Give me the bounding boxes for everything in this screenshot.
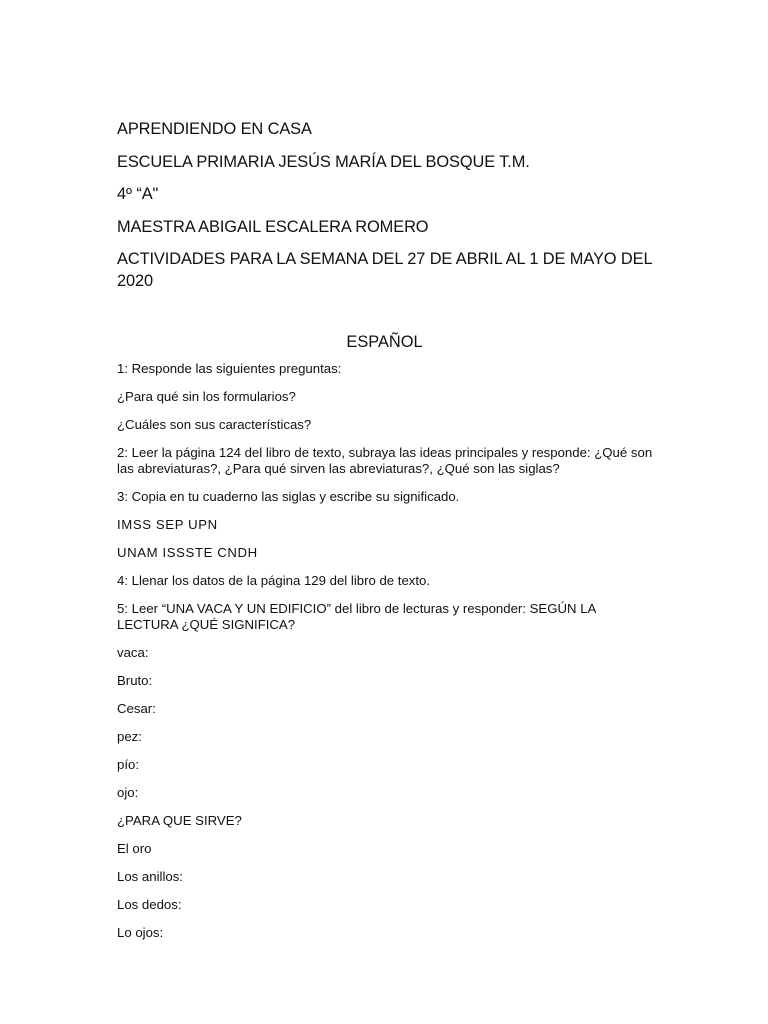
list-item: ojo: xyxy=(117,785,139,800)
activity-2: 2: Leer la página 124 del libro de texto, subraya las ideas principales y responde: ¿Qué son las abreviaturas?, ¿Para qué sirven las abreviaturas?, ¿Qué son las siglas? xyxy=(117,445,653,476)
activity-4: 4: Llenar los datos de la página 129 del libro de texto. xyxy=(117,573,431,588)
list-item: Cesar: xyxy=(117,701,156,716)
list-item: pío: xyxy=(117,757,139,772)
question-purpose: ¿PARA QUE SIRVE? xyxy=(117,813,242,828)
list-item: Los dedos: xyxy=(117,897,182,912)
section-title: ESPAÑOL xyxy=(346,333,423,351)
acronyms-line-2: UNAM ISSSTE CNDH xyxy=(117,545,258,560)
list-item: pez: xyxy=(117,729,142,744)
question-characteristics: ¿Cuáles son sus características? xyxy=(117,417,312,432)
activity-5: 5: Leer “UNA VACA Y UN EDIFICIO” del libro de lecturas y responder: SEGÚN LA LECTURA ¿QUÉ SIGNIFICA? xyxy=(117,601,596,632)
document-content xyxy=(117,118,657,953)
list-item: Bruto: xyxy=(117,673,153,688)
list-item: Los anillos: xyxy=(117,869,183,884)
activity-3: 3: Copia en tu cuaderno las siglas y escribe su significado. xyxy=(117,489,460,504)
activity-1: 1: Responde las siguientes preguntas: xyxy=(117,361,342,376)
acronyms-line-1: IMSS SEP UPN xyxy=(117,517,218,532)
list-item: Lo ojos: xyxy=(117,925,164,940)
list-item: vaca: xyxy=(117,645,149,660)
header-title: APRENDIENDO EN CASA xyxy=(117,120,312,138)
header-school: ESCUELA PRIMARIA JESÚS MARÍA DEL BOSQUE T.M. xyxy=(117,153,530,171)
question-forms: ¿Para qué sin los formularios? xyxy=(117,389,296,404)
word-list xyxy=(117,645,657,801)
purpose-list xyxy=(117,841,657,941)
header-teacher: MAESTRA ABIGAIL ESCALERA ROMERO xyxy=(117,218,429,236)
header-grade: 4º “A" xyxy=(117,185,159,203)
header-activities-week: ACTIVIDADES PARA LA SEMANA DEL 27 DE ABRIL AL 1 DE MAYO DEL 2020 xyxy=(117,250,652,290)
list-item: El oro xyxy=(117,841,152,856)
